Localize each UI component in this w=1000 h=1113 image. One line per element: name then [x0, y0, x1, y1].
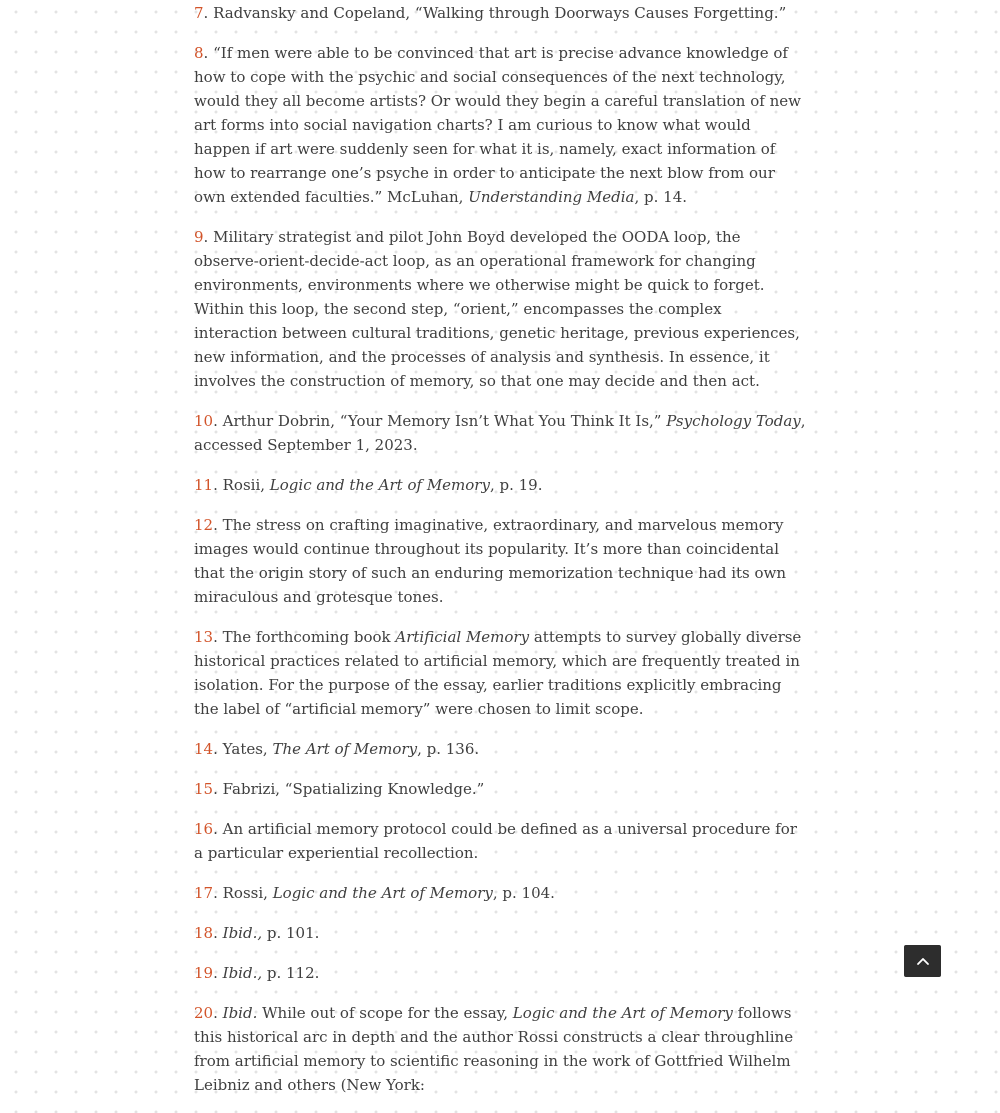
endnote-number-link[interactable]: 10 — [194, 412, 214, 430]
endnote-text: , p. 104. — [492, 884, 555, 902]
endnote-10 — [194, 409, 806, 457]
endnote-text: attempts to survey globally diverse historical practices related to artificial memory, which are frequently treated in isolation. For the purpose of the essay, earlier traditions explicitly embracing the label of “artificial memory” were chosen to limit scope. — [194, 628, 802, 718]
endnote-14 — [194, 737, 806, 761]
endnotes-list — [194, 1, 806, 1113]
endnote-number-separator: . — [213, 516, 223, 534]
endnote-number-separator: . — [213, 740, 223, 758]
endnote-italic-title: Psychology Today — [666, 412, 801, 430]
endnote-italic-title: Logic and the Art of Memory — [512, 1004, 733, 1022]
endnote-number-link[interactable]: 17 — [194, 884, 214, 902]
endnote-number-separator: . — [213, 884, 223, 902]
endnote-italic-title: Logic and the Art of Memory — [272, 884, 493, 902]
endnote-number-link[interactable]: 14 — [194, 740, 214, 758]
endnote-number-link[interactable]: 12 — [194, 516, 214, 534]
endnote-text: Arthur Dobrin, “Your Memory Isn’t What You Think It Is,” — [222, 412, 667, 430]
endnote-number-separator: . — [203, 228, 214, 246]
endnote-number-separator: . — [203, 4, 214, 22]
endnote-italic-title: Ibid., — [222, 964, 263, 982]
endnote-text: “If men were able to be convinced that art is precise advance knowledge of how to cope with the psychic and social consequences of the next technology, would they all become artists? Or would they begin a careful translation of new art forms into social navigation charts? I am curious to know what would happen if art were suddenly seen for what it is, namely, exact information of how to rearrange one’s psyche in order to anticipate the next blow from our own extended faculties.” McLuhan, — [194, 44, 801, 206]
endnote-16 — [194, 817, 806, 865]
endnote-text: , accessed September 1, 2023. — [194, 412, 806, 454]
endnote-number-link[interactable]: 20 — [194, 1004, 214, 1022]
endnote-number-separator: . — [213, 780, 223, 798]
endnote-9 — [194, 225, 806, 393]
endnote-italic-title: Logic and the Art of Memory — [269, 476, 490, 494]
endnote-italic-title: Ibid. — [222, 1004, 258, 1022]
endnote-italic-title: Understanding Media — [468, 188, 635, 206]
endnote-number-link[interactable]: 11 — [194, 476, 214, 494]
endnote-text: Fabrizi, “Spatializing Knowledge.” — [222, 780, 485, 798]
endnote-italic-title: The Art of Memory — [272, 740, 418, 758]
endnote-18 — [194, 921, 806, 945]
endnote-text: The stress on crafting imaginative, extraordinary, and marvelous memory images would continue throughout its popularity. It’s more than coincidental that the origin story of such an enduring memorization technique had its own miraculous and grotesque tones. — [194, 516, 787, 606]
endnote-text: , p. 14. — [634, 188, 688, 206]
endnote-text: Military strategist and pilot John Boyd developed the OODA loop, the observe-orient-decide-act loop, as an operational framework for changing environments, environments where we otherwise might be quick to forget. Within this loop, the second step, “orient,” encompasses the complex interaction between cultural traditions, genetic heritage, previous experiences, new information, and the processes of analysis and synthesis. In essence, it involves the construction of memory, so that one may decide and then act. — [194, 228, 800, 390]
endnote-number-link[interactable]: 13 — [194, 628, 214, 646]
endnote-number-link[interactable]: 18 — [194, 924, 214, 942]
endnote-number-link[interactable]: 16 — [194, 820, 214, 838]
endnote-text: Rosii, — [222, 476, 270, 494]
chevron-up-icon — [916, 956, 930, 966]
endnote-text: , p. 19. — [489, 476, 543, 494]
endnote-20 — [194, 1001, 806, 1097]
endnote-text: p. 101. — [262, 924, 320, 942]
endnote-text: p. 112. — [262, 964, 320, 982]
endnote-italic-title: Artificial Memory — [395, 628, 530, 646]
endnote-number-link[interactable]: 8 — [194, 44, 204, 62]
endnote-8 — [194, 41, 806, 209]
endnote-number-link[interactable]: 19 — [194, 964, 214, 982]
endnote-number-separator: . — [213, 412, 223, 430]
endnote-number-separator: . — [213, 476, 223, 494]
endnote-15 — [194, 777, 806, 801]
endnote-number-link[interactable]: 9 — [194, 228, 204, 246]
endnote-number-separator: . — [213, 1004, 223, 1022]
endnote-text: The forthcoming book — [222, 628, 396, 646]
endnote-text: Rossi, — [222, 884, 273, 902]
endnote-17 — [194, 881, 806, 905]
endnote-text: An artificial memory protocol could be defined as a universal procedure for a particular experiential recollection. — [194, 820, 797, 862]
endnote-text: While out of scope for the essay, — [257, 1004, 513, 1022]
endnote-italic-title: Ibid., — [222, 924, 263, 942]
endnote-number-separator: . — [213, 924, 223, 942]
endnote-number-separator: . — [213, 964, 223, 982]
endnote-text: , p. 136. — [417, 740, 480, 758]
back-to-top-button[interactable] — [904, 945, 941, 977]
endnote-text: follows this historical arc in depth and the author Rossi constructs a clear throughline from artificial memory to scientific reasoning in the work of Gottfried Wilhelm Leibniz and others (New York: — [194, 1004, 794, 1094]
endnote-7 — [194, 1, 806, 25]
endnote-12 — [194, 513, 806, 609]
endnote-text: Radvansky and Copeland, “Walking through Doorways Causes Forgetting.” — [213, 4, 787, 22]
endnote-number-separator: . — [213, 628, 223, 646]
endnote-19 — [194, 961, 806, 985]
endnote-number-link[interactable]: 7 — [194, 4, 204, 22]
endnote-number-separator: . — [203, 44, 214, 62]
endnote-text: Yates, — [222, 740, 273, 758]
endnote-13 — [194, 625, 806, 721]
endnote-number-separator: . — [213, 820, 223, 838]
endnote-11 — [194, 473, 806, 497]
endnote-number-link[interactable]: 15 — [194, 780, 214, 798]
